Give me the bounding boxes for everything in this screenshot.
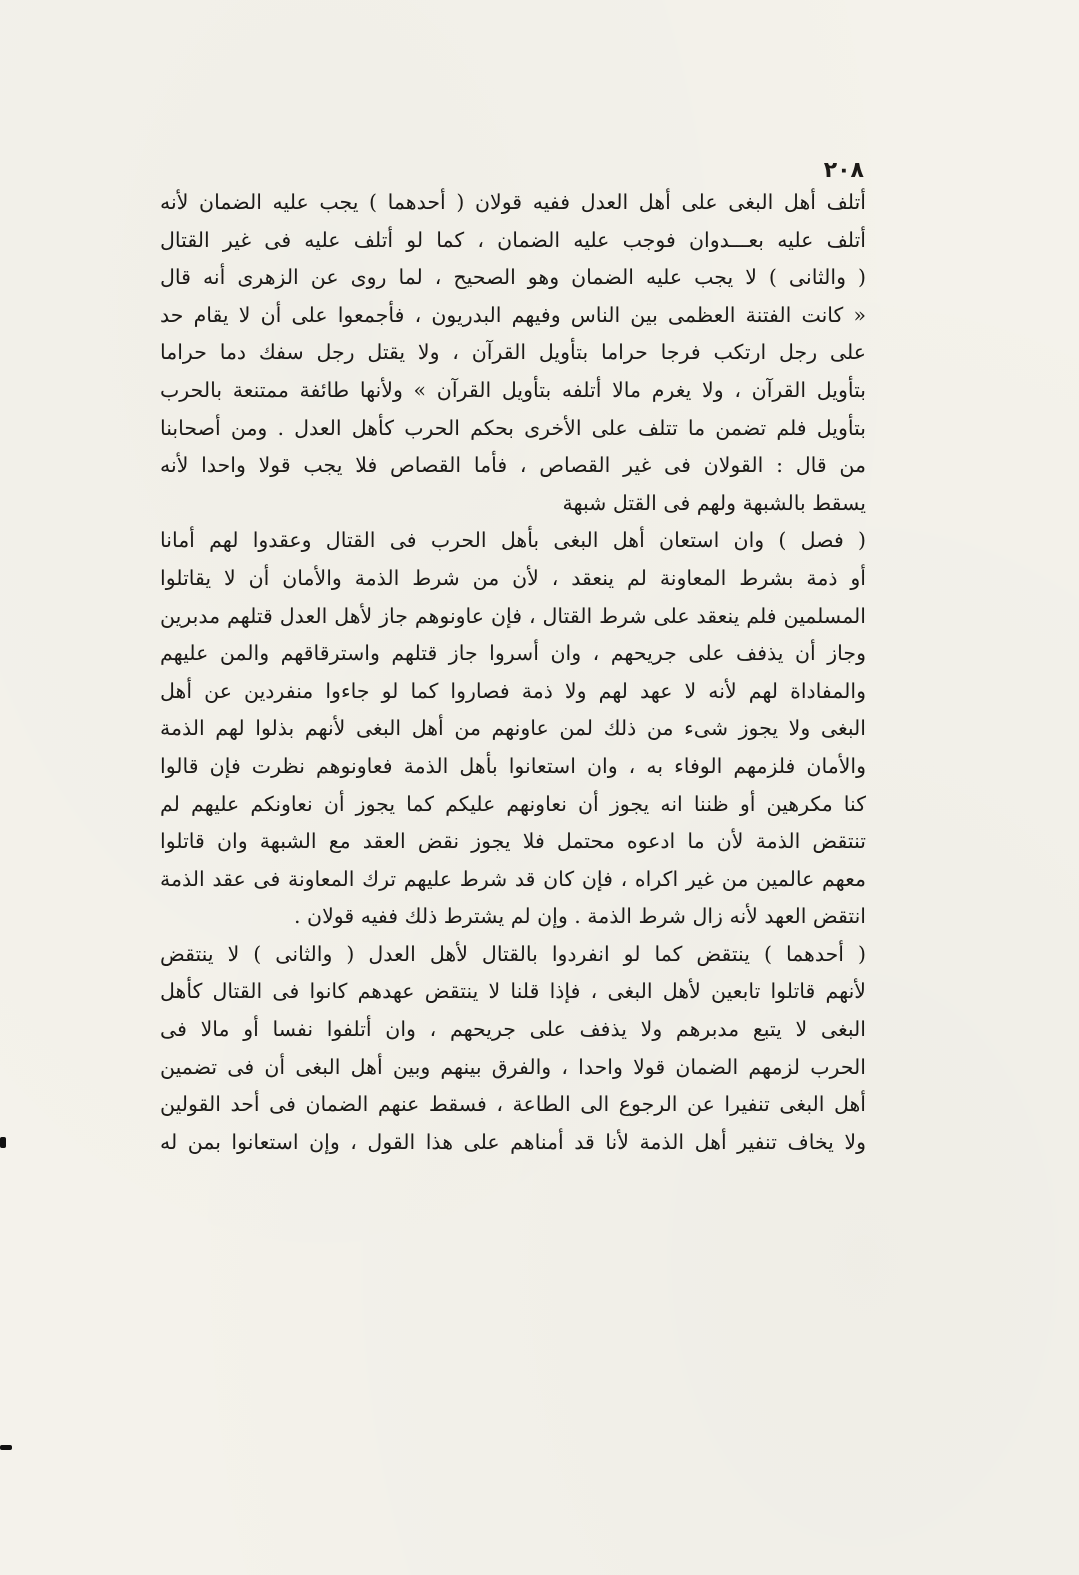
page-number: ٢٠٨	[823, 158, 864, 183]
text-line: والأمان فلزمهم الوفاء به ، وان استعانوا بأهل الذمة فعاونوهم نظرت فإن قالوا	[160, 753, 866, 778]
text-line: البغى لا يتبع مدبرهم ولا يذفف على جريحهم ، وان أتلفوا نفسا أو مالا فى	[160, 1017, 866, 1042]
text-line: وجاز أن يذفف على جريحهم ، وان أسروا جاز قتلهم واسترقاقهم والمن عليهم	[160, 641, 866, 666]
text-line: البغى ولا يجوز شىء من ذلك لمن عاونهم من أهل البغى لأنهم بذلوا لهم الذمة	[160, 716, 866, 741]
text-line: المسلمين فلم ينعقد على شرط القتال ، فإن عاونوهم جاز لأهل العدل قتلهم مدبرين	[160, 603, 866, 628]
text-line: معهم عالمين من غير اكراه ، فإن كان قد شرط عليهم ترك المعاونة فى عقد الذمة	[160, 866, 866, 891]
body-text	[160, 184, 866, 1161]
text-line: من قال : القولان فى غير القصاص ، فأما القصاص فلا يجب قولا واحدا لأنه	[160, 453, 866, 478]
text-line: ( والثانى ) لا يجب عليه الضمان وهو الصحيح ، لما روى عن الزهرى أنه قال	[160, 265, 866, 290]
scan-artifact-mark	[0, 1445, 12, 1450]
text-line: أتلف أهل البغى على أهل العدل ففيه قولان ( أحدهما ) يجب عليه الضمان لأنه	[160, 190, 866, 214]
text-line: كنا مكرهين أو ظننا انه يجوز أن نعاونهم عليكم كما يجوز أن نعاونكم عليهم لم	[160, 791, 866, 816]
text-line: لأنهم قاتلوا تابعين لأهل البغى ، فإذا قلنا لا ينتقض عهدهم كانوا فى القتال كأهل	[160, 979, 866, 1004]
text-line: على رجل ارتكب فرجا حراما بتأويل القرآن ، ولا يقتل رجل سفك دما حراما	[160, 340, 866, 365]
text-line: الحرب لزمهم الضمان قولا واحدا ، والفرق بينهم وبين أهل البغى أن فى تضمين	[160, 1054, 866, 1079]
text-line: أو ذمة بشرط المعاونة لم ينعقد ، لأن من شرط الذمة والأمان أن لا يقاتلوا	[160, 565, 866, 590]
text-line: بتأويل فلم تضمن ما تتلف على الأخرى بحكم الحرب كأهل العدل . ومن أصحابنا	[160, 415, 866, 440]
scan-artifact-mark	[0, 1137, 6, 1148]
text-line: بتأويل القرآن ، ولا يغرم مالا أتلفه بتأويل القرآن » ولأنها طائفة ممتنعة بالحرب	[160, 377, 866, 402]
text-line: « كانت الفتنة العظمى بين الناس وفيهم البدريون ، فأجمعوا على أن لا يقام حد	[160, 302, 866, 327]
text-line: أتلف عليه بعـــدوان فوجب عليه الضمان ، كما لو أتلف عليه فى غير القتال	[160, 227, 866, 252]
text-line: ( فصل ) وان استعان أهل البغى بأهل الحرب فى القتال وعقدوا لهم أمانا	[160, 528, 866, 553]
text-line: انتقض العهد لأنه زال شرط الذمة . وإن لم يشترط ذلك ففيه قولان .	[294, 904, 866, 929]
text-line: أهل البغى تنفيرا عن الرجوع الى الطاعة ، فسقط عنهم الضمان فى أحد القولين	[160, 1092, 866, 1117]
text-line: والمفاداة لهم لأنه لا عهد لهم ولا ذمة فصاروا كما لو جاءوا منفردين عن أهل	[160, 678, 866, 703]
text-line: تنتقض الذمة لأن ما ادعوه محتمل فلا يجوز نقض العقد مع الشبهة وان قاتلوا	[160, 829, 866, 854]
text-line: يسقط بالشبهة ولهم فى القتل شبهة	[562, 490, 866, 515]
text-line: ( أحدهما ) ينتقض كما لو انفردوا بالقتال لأهل العدل ( والثانى ) لا ينتقض	[160, 941, 866, 966]
text-line: ولا يخاف تنفير أهل الذمة لأنا قد أمناهم على هذا القول ، وإن استعانوا بمن له	[160, 1129, 866, 1154]
